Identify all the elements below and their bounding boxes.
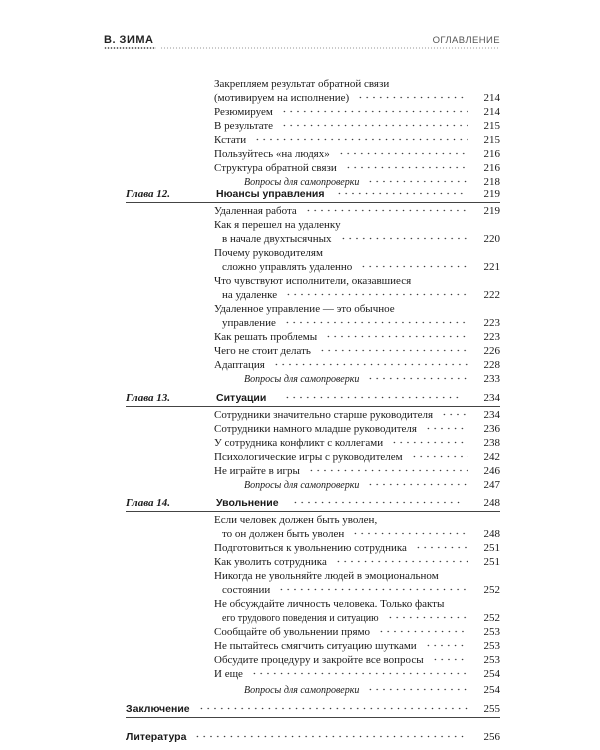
leader-dots: [387, 612, 468, 621]
leader-dots: [360, 261, 468, 270]
toc-entry-text: Литература: [126, 731, 187, 743]
toc-entry[interactable]: [214, 640, 500, 653]
toc-entry-text: Чего не стоит делать: [214, 345, 311, 357]
chapter-heading[interactable]: [126, 497, 500, 510]
leader-dots: [336, 188, 466, 197]
toc-entry[interactable]: [222, 317, 500, 330]
page-number: 220: [483, 233, 500, 245]
leader-dots: [415, 542, 468, 551]
page-number: 236: [483, 423, 500, 435]
leader-dots: [378, 626, 468, 635]
chapter-heading[interactable]: [126, 188, 500, 201]
page-number: 256: [483, 731, 500, 743]
leader-dots: [335, 556, 468, 565]
running-header: [0, 0, 600, 60]
page-number: 253: [483, 654, 500, 666]
header-dotted-rule: [160, 47, 500, 49]
leader-dots: [425, 423, 468, 432]
toc-entry-text: управление: [222, 317, 276, 329]
toc-entry-text: Заключение: [126, 703, 190, 715]
leader-dots: [273, 359, 468, 368]
toc-literature[interactable]: [126, 731, 500, 744]
page-number: 234: [483, 409, 500, 421]
page-number: 216: [483, 162, 500, 174]
toc-entry[interactable]: [214, 106, 500, 119]
chapter-title: Нюансы управления: [216, 188, 325, 200]
toc-self-check[interactable]: [244, 479, 500, 492]
chapter-title: Ситуации: [216, 392, 267, 404]
toc-entry-text: Резюмируем: [214, 106, 273, 118]
toc-conclusion[interactable]: [126, 703, 500, 716]
toc-entry-text: то он должен быть уволен: [222, 528, 345, 540]
toc-entry[interactable]: [214, 451, 500, 464]
toc-entry-text: Пользуйтесь «на людях»: [214, 148, 330, 160]
page-number: 247: [483, 479, 500, 491]
chapter-label: Глава 14.: [126, 497, 171, 509]
toc-entry-text: Как я перешел на удаленку: [214, 219, 341, 231]
page-number: 251: [483, 556, 500, 568]
leader-dots: [319, 345, 468, 354]
toc-entry-text: Закрепляем результат обратной связи: [214, 78, 390, 90]
toc-entry-text: Что чувствуют исполнители, оказавшиеся: [214, 275, 412, 287]
leader-dots: [432, 654, 468, 663]
toc-entry-text: Никогда не увольняйте людей в эмоциональном: [214, 570, 439, 582]
toc-entry[interactable]: [214, 654, 500, 667]
toc-entry[interactable]: [214, 359, 500, 372]
page-number: 253: [483, 640, 500, 652]
toc-self-check[interactable]: [244, 684, 500, 697]
toc-entry[interactable]: [222, 584, 500, 597]
toc-entry[interactable]: [222, 261, 500, 274]
toc-entry-text: Вопросы для самопроверки: [244, 374, 360, 385]
toc-entry[interactable]: [214, 134, 500, 147]
page-number: 218: [483, 176, 500, 188]
page-number: 221: [483, 261, 500, 273]
toc-entry-text: Вопросы для самопроверки: [244, 480, 360, 491]
page-number: 219: [483, 205, 500, 217]
page-number: 238: [483, 437, 500, 449]
toc-entry-text: в начале двухтысячных: [222, 233, 332, 245]
toc-entry-text: Сообщайте об увольнении прямо: [214, 626, 371, 638]
author-name: В. ЗИМА: [104, 34, 154, 46]
page-number: 223: [483, 331, 500, 343]
author-underline: [104, 47, 156, 49]
section-title: ОГЛАВЛЕНИЕ: [432, 35, 500, 46]
chapter-label: Глава 13.: [126, 392, 171, 404]
page-number: 216: [483, 148, 500, 160]
toc-entry[interactable]: [214, 205, 500, 218]
toc-entry-text: Подготовиться к увольнению сотрудника: [214, 542, 407, 554]
toc-entry-text: Обсудите процедуру и закройте все вопросы: [214, 654, 424, 666]
toc-entry-text: его трудового поведения и ситуацию: [222, 613, 379, 624]
toc-entry-text: Сотрудники намного младше руководителя: [214, 423, 417, 435]
page-number: 255: [483, 703, 500, 715]
chapter-title: Увольнение: [216, 497, 279, 509]
toc-entry-text: Как решать проблемы: [214, 331, 318, 343]
leader-dots: [251, 668, 468, 677]
page-number: 251: [483, 542, 500, 554]
page-number: 233: [483, 373, 500, 385]
toc-entry-text: (мотивируем на исполнение): [214, 92, 350, 104]
toc-entry[interactable]: [214, 423, 500, 436]
leader-dots: [281, 106, 468, 115]
page-number: 252: [483, 612, 500, 624]
leader-dots: [198, 703, 468, 712]
toc-entry-text: Почему руководителям: [214, 247, 323, 259]
page-number: 254: [483, 684, 500, 696]
toc-entry-text: Сотрудники значительно старше руководителя: [214, 409, 434, 421]
page-number: 246: [483, 465, 500, 477]
leader-dots: [194, 731, 468, 740]
leader-dots: [285, 289, 468, 298]
toc-entry-text: на удаленке: [222, 289, 278, 301]
page-number: 252: [483, 584, 500, 596]
toc-entry[interactable]: [214, 668, 500, 681]
leader-dots: [367, 176, 468, 185]
page-number: 223: [483, 317, 500, 329]
toc-entry[interactable]: [214, 465, 500, 478]
page-number: 242: [483, 451, 500, 463]
page-number: 222: [483, 289, 500, 301]
toc-entry-text: У сотрудника конфликт с коллегами: [214, 437, 384, 449]
toc-entry-text: Адаптация: [214, 359, 265, 371]
leader-dots: [441, 409, 468, 418]
toc-entry[interactable]: [214, 120, 500, 133]
leader-dots: [367, 373, 468, 382]
leader-dots: [254, 134, 468, 143]
leader-dots: [357, 92, 468, 101]
leader-dots: [411, 451, 468, 460]
toc-entry[interactable]: [214, 556, 500, 569]
toc-entry[interactable]: [214, 437, 500, 450]
page-number: 253: [483, 626, 500, 638]
toc-entry-text: Не обсуждайте личность человека. Только факты: [214, 598, 445, 610]
toc-entry[interactable]: [214, 345, 500, 358]
leader-dots: [340, 233, 469, 242]
toc-entry[interactable]: [214, 162, 500, 175]
leader-dots: [391, 437, 468, 446]
chapter-rule: [126, 511, 500, 512]
leader-dots: [425, 640, 468, 649]
page-number: 215: [483, 134, 500, 146]
toc-entry[interactable]: [222, 233, 500, 246]
leader-dots: [345, 162, 468, 171]
toc-entry-text: Если человек должен быть уволен,: [214, 514, 378, 526]
toc-entry-text: сложно управлять удаленно: [222, 261, 353, 273]
leader-dots: [292, 497, 462, 506]
page-number: 219: [483, 188, 500, 200]
toc-entry-text: Психологические игры с руководителем: [214, 451, 403, 463]
toc-entry-text: Удаленная работа: [214, 205, 297, 217]
page-number: 214: [483, 106, 500, 118]
toc-entry[interactable]: [214, 148, 500, 161]
leader-dots: [367, 479, 468, 488]
toc-entry[interactable]: [222, 289, 500, 302]
page-number: 214: [483, 92, 500, 104]
toc-entry-text: Не пытайтесь смягчить ситуацию шутками: [214, 640, 417, 652]
leader-dots: [308, 465, 468, 474]
chapter-heading[interactable]: [126, 392, 500, 405]
toc-entry[interactable]: [222, 528, 500, 541]
leader-dots: [352, 528, 468, 537]
toc-entry-text: Вопросы для самопроверки: [244, 685, 360, 696]
section-rule: [126, 717, 500, 718]
page-number: 254: [483, 668, 500, 680]
page-number: 226: [483, 345, 500, 357]
toc-entry-text: В результате: [214, 120, 274, 132]
leader-dots: [284, 392, 462, 401]
leader-dots: [367, 684, 468, 693]
toc-entry-text: Кстати: [214, 134, 247, 146]
toc-entry[interactable]: [214, 409, 500, 422]
chapter-rule: [126, 406, 500, 407]
toc-entry[interactable]: [214, 626, 500, 639]
toc-entry-text: Не играйте в игры: [214, 465, 300, 477]
leader-dots: [284, 317, 468, 326]
leader-dots: [278, 584, 468, 593]
leader-dots: [281, 120, 468, 129]
leader-dots: [325, 331, 468, 340]
toc-entry-text: Удаленное управление — это обычное: [214, 303, 395, 315]
toc-entry[interactable]: [222, 612, 500, 625]
page-number: 228: [483, 359, 500, 371]
chapter-label: Глава 12.: [126, 188, 171, 200]
toc-entry-text: состоянии: [222, 584, 271, 596]
page-number: 248: [483, 497, 500, 509]
toc-entry[interactable]: [214, 542, 500, 555]
page-number: 215: [483, 120, 500, 132]
toc-entry-text: Вопросы для самопроверки: [244, 177, 360, 188]
leader-dots: [338, 148, 468, 157]
toc-entry-text: И еще: [214, 668, 243, 680]
toc-entry[interactable]: [214, 331, 500, 344]
toc-entry-text: Как уволить сотрудника: [214, 556, 327, 568]
toc-entry-text: Структура обратной связи: [214, 162, 337, 174]
page-number: 234: [483, 392, 500, 404]
toc-self-check[interactable]: [244, 373, 500, 386]
toc-entry[interactable]: [214, 92, 500, 105]
leader-dots: [305, 205, 468, 214]
chapter-rule: [126, 202, 500, 203]
page-number: 248: [483, 528, 500, 540]
